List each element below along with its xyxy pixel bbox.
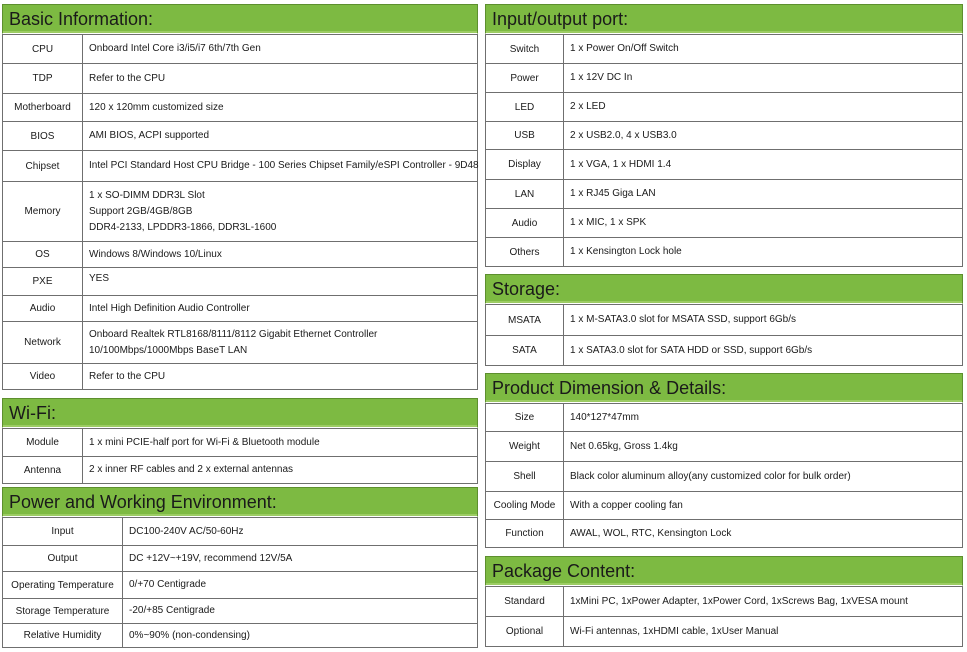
row-label: Standard <box>486 587 564 616</box>
value-line: Refer to the CPU <box>89 72 166 84</box>
row-value <box>564 64 632 92</box>
value-line: Support 2GB/4GB/8GB <box>89 205 193 217</box>
row-value <box>564 238 682 266</box>
table-row <box>3 267 477 295</box>
value-line: 1 x Power On/Off Switch <box>570 43 679 54</box>
basic-information-heading: Basic Information: <box>2 4 478 34</box>
row-label: Memory <box>3 182 83 241</box>
value-line: 1 x SATA3.0 slot for SATA HDD or SSD, support 6Gb/s <box>570 344 813 356</box>
row-label: PXE <box>3 268 83 295</box>
row-label: OS <box>3 242 83 267</box>
value-line: 10/100Mbps/1000Mbps BaseT LAN <box>89 344 248 356</box>
table-row <box>486 179 962 208</box>
wifi-table <box>2 428 478 484</box>
table-row <box>3 34 477 63</box>
value-line: 1 x VGA, 1 x HDMI 1.4 <box>570 158 672 170</box>
row-value <box>83 364 165 389</box>
basic-information-table <box>2 34 478 390</box>
row-value <box>123 599 215 623</box>
value-line: 1 x SO-DIMM DDR3L Slot <box>89 189 205 201</box>
row-value <box>564 432 678 461</box>
row-label: Video <box>3 364 83 389</box>
table-row <box>486 491 962 519</box>
value-line: DC100-240V AC/50-60Hz <box>129 525 244 537</box>
row-label: Output <box>3 546 123 571</box>
row-value <box>83 64 165 93</box>
row-value <box>123 546 292 571</box>
row-value <box>83 122 209 150</box>
value-line: 120 x 120mm customized size <box>89 101 224 113</box>
input-output-section <box>485 4 963 267</box>
row-value <box>123 518 244 545</box>
row-label: Audio <box>486 209 564 237</box>
row-label: Optional <box>486 617 564 646</box>
value-line: YES <box>89 273 110 284</box>
input-output-heading: Input/output port: <box>485 4 963 34</box>
value-line: Net 0.65kg, Gross 1.4kg <box>570 440 678 452</box>
table-row <box>486 92 962 121</box>
table-row <box>3 150 477 181</box>
row-label: TDP <box>3 64 83 93</box>
row-value <box>564 93 606 121</box>
row-label: CPU <box>3 35 83 63</box>
value-line: 1 x mini PCIE-half port for Wi-Fi & Bluetooth module <box>89 436 320 448</box>
row-label: Audio <box>3 296 83 321</box>
package-content-section <box>485 556 963 647</box>
row-label: MSATA <box>486 305 564 335</box>
value-line: Black color aluminum alloy(any customized color for bulk order) <box>570 470 851 482</box>
row-label: LED <box>486 93 564 121</box>
table-row <box>3 181 477 241</box>
table-row <box>486 237 962 266</box>
table-row <box>3 428 477 456</box>
table-row <box>486 586 962 616</box>
value-line: 0%~90% (non-condensing) <box>129 629 250 641</box>
table-row <box>486 403 962 431</box>
row-label: Input <box>3 518 123 545</box>
table-row <box>486 335 962 365</box>
value-line: DDR4-2133, LPDDR3-1866, DDR3L-1600 <box>89 221 277 233</box>
row-value <box>564 462 851 491</box>
power-environment-table <box>2 517 478 648</box>
row-value <box>564 35 679 63</box>
table-row <box>3 517 477 545</box>
row-label: Network <box>3 322 83 363</box>
product-dimension-table <box>485 403 963 548</box>
table-row <box>3 363 477 389</box>
table-row <box>3 571 477 598</box>
row-label: SATA <box>486 336 564 365</box>
value-line: 2 x USB2.0, 4 x USB3.0 <box>570 129 677 141</box>
row-label: Motherboard <box>3 94 83 121</box>
row-value <box>83 242 222 267</box>
storage-heading: Storage: <box>485 274 963 304</box>
row-value <box>123 624 250 647</box>
table-row <box>486 616 962 646</box>
table-row <box>3 241 477 267</box>
wifi-heading: Wi-Fi: <box>2 398 478 428</box>
row-label: Power <box>486 64 564 92</box>
table-row <box>3 545 477 571</box>
value-line: Refer to the CPU <box>89 370 166 382</box>
value-line: -20/+85 Centigrade <box>129 605 215 616</box>
value-line: 2 x LED <box>570 101 606 112</box>
product-dimension-section <box>485 373 963 548</box>
row-label: Size <box>486 404 564 431</box>
row-value <box>564 617 778 646</box>
row-value <box>83 151 479 181</box>
table-row <box>486 461 962 491</box>
row-label: Chipset <box>3 151 83 181</box>
value-line: 1 x MIC, 1 x SPK <box>570 217 647 228</box>
table-row <box>486 304 962 335</box>
value-line: Wi-Fi antennas, 1xHDMI cable, 1xUser Manual <box>570 625 779 637</box>
value-line: 1xMini PC, 1xPower Adapter, 1xPower Cord, 1xScrews Bag, 1xVESA mount <box>570 595 908 607</box>
row-label: Weight <box>486 432 564 461</box>
input-output-table <box>485 34 963 267</box>
row-value <box>83 429 320 456</box>
value-line: 2 x inner RF cables and 2 x external antennas <box>89 464 294 475</box>
table-row <box>486 431 962 461</box>
value-line: Onboard Realtek RTL8168/8111/8112 Gigabit Ethernet Controller <box>89 328 378 340</box>
row-value <box>564 150 671 179</box>
product-dimension-heading: Product Dimension & Details: <box>485 373 963 403</box>
value-line: 1 x M-SATA3.0 slot for MSATA SSD, support 6Gb/s <box>570 314 797 325</box>
value-line: 1 x 12V DC In <box>570 72 633 83</box>
row-value <box>564 336 812 365</box>
row-value <box>83 268 109 295</box>
table-row <box>3 63 477 93</box>
row-label: Shell <box>486 462 564 491</box>
value-line: AMI BIOS, ACPI supported <box>89 130 210 141</box>
row-label: LAN <box>486 180 564 208</box>
table-row <box>3 93 477 121</box>
row-value <box>564 122 677 149</box>
value-line: Windows 8/Windows 10/Linux <box>89 248 222 260</box>
row-label: Cooling Mode <box>486 492 564 519</box>
value-line: Intel High Definition Audio Controller <box>89 302 250 314</box>
table-row <box>3 623 477 647</box>
row-value <box>564 180 656 208</box>
table-row <box>3 456 477 483</box>
row-value <box>564 209 646 237</box>
row-label: Switch <box>486 35 564 63</box>
row-value <box>564 587 908 616</box>
row-label: USB <box>486 122 564 149</box>
row-value <box>83 296 250 321</box>
row-value <box>83 94 224 121</box>
row-value <box>83 457 293 483</box>
table-row <box>486 121 962 149</box>
row-value <box>564 404 639 431</box>
storage-section <box>485 274 963 366</box>
basic-information-section <box>2 4 478 390</box>
row-label: Relative Humidity <box>3 624 123 647</box>
row-value <box>564 305 796 335</box>
row-value <box>83 35 261 63</box>
row-label: Function <box>486 520 564 547</box>
package-content-heading: Package Content: <box>485 556 963 586</box>
value-line: 0/+70 Centigrade <box>129 579 207 590</box>
row-value <box>83 322 377 363</box>
value-line: Onboard Intel Core i3/i5/i7 6th/7th Gen <box>89 43 261 54</box>
wifi-section <box>2 398 478 484</box>
table-row <box>486 208 962 237</box>
table-row <box>486 34 962 63</box>
row-label: Operating Temperature <box>3 572 123 598</box>
storage-table <box>485 304 963 366</box>
power-environment-section <box>2 487 478 648</box>
row-value <box>123 572 206 598</box>
power-environment-heading: Power and Working Environment: <box>2 487 478 517</box>
table-row <box>3 295 477 321</box>
table-row <box>3 121 477 150</box>
table-row <box>486 519 962 547</box>
value-line: 140*127*47mm <box>570 411 639 423</box>
table-row <box>3 598 477 623</box>
table-row <box>486 149 962 179</box>
row-label: Module <box>3 429 83 456</box>
table-row <box>486 63 962 92</box>
row-label: Display <box>486 150 564 179</box>
value-line: 1 x Kensington Lock hole <box>570 246 682 257</box>
table-row <box>3 321 477 363</box>
package-content-table <box>485 586 963 647</box>
value-line: 1 x RJ45 Giga LAN <box>570 188 656 199</box>
value-line: Intel PCI Standard Host CPU Bridge - 100 Series Chipset Family/eSPI Controller - 9D48 <box>89 160 479 171</box>
row-value <box>83 182 276 241</box>
row-label: Others <box>486 238 564 266</box>
value-line: AWAL, WOL, RTC, Kensington Lock <box>570 527 732 539</box>
row-label: Storage Temperature <box>3 599 123 623</box>
row-label: BIOS <box>3 122 83 150</box>
value-line: DC +12V~+19V, recommend 12V/5A <box>129 552 293 564</box>
value-line: With a copper cooling fan <box>570 499 683 511</box>
row-value <box>564 492 683 519</box>
row-label: Antenna <box>3 457 83 483</box>
row-value <box>564 520 731 547</box>
